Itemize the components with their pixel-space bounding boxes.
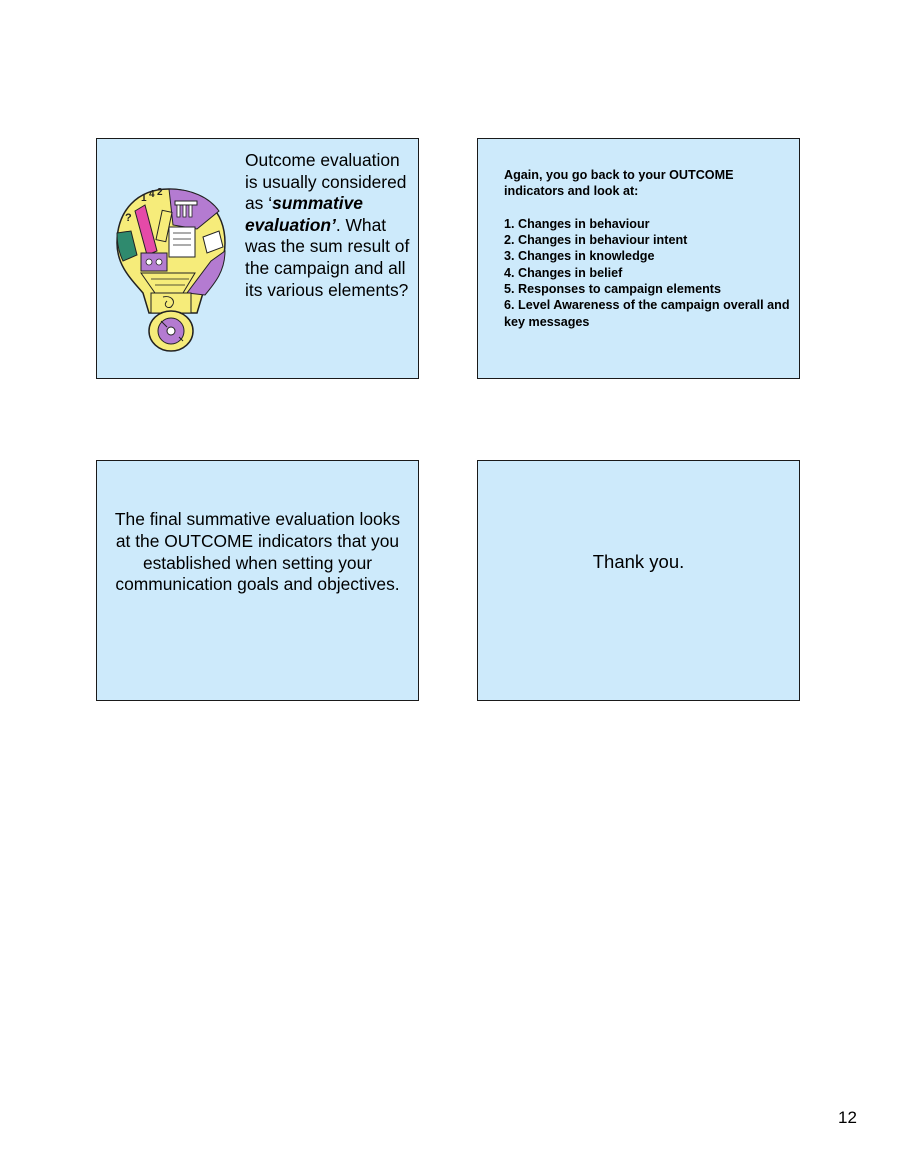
list-item: 6. Level Awareness of the campaign overall and key messages (504, 298, 790, 329)
list-item: 3. Changes in knowledge (504, 249, 655, 264)
slide-2-intro: Again, you go back to your OUTCOME indicators and look at: (504, 168, 734, 199)
list-item: 1. Changes in behaviour (504, 216, 650, 231)
svg-text:4: 4 (149, 189, 155, 200)
slide-2 (477, 138, 800, 379)
lightbulb-clipart-icon (111, 181, 231, 353)
slide-1 (96, 138, 419, 379)
list-item: 4. Changes in belief (504, 265, 623, 280)
svg-text:2: 2 (157, 187, 163, 198)
slide-1-text-before: Outcome evaluation is usually considered as ‘ (245, 150, 407, 214)
slide-4-text: Thank you. (592, 551, 685, 572)
svg-text:1: 1 (141, 193, 147, 204)
slide-1-text (245, 150, 410, 301)
slide-1-emphasis: summative evaluation’ (245, 193, 363, 235)
slide-3 (96, 460, 419, 701)
slide-1-text-after: . What was the sum result of the campaign and all its various elements? (245, 214, 410, 300)
slide-2-content (504, 167, 794, 330)
slide-3-text: The final summative evaluation looks at the OUTCOME indicators that you established when setting your communication goals and objectives. (114, 509, 401, 595)
list-item: 2. Changes in behaviour intent (504, 233, 688, 248)
slide-4 (477, 460, 800, 701)
list-item: 5. Responses to campaign elements (504, 282, 721, 297)
svg-text:?: ? (125, 212, 132, 224)
slide-2-list (504, 216, 794, 330)
page-number: 12 (838, 1108, 857, 1127)
